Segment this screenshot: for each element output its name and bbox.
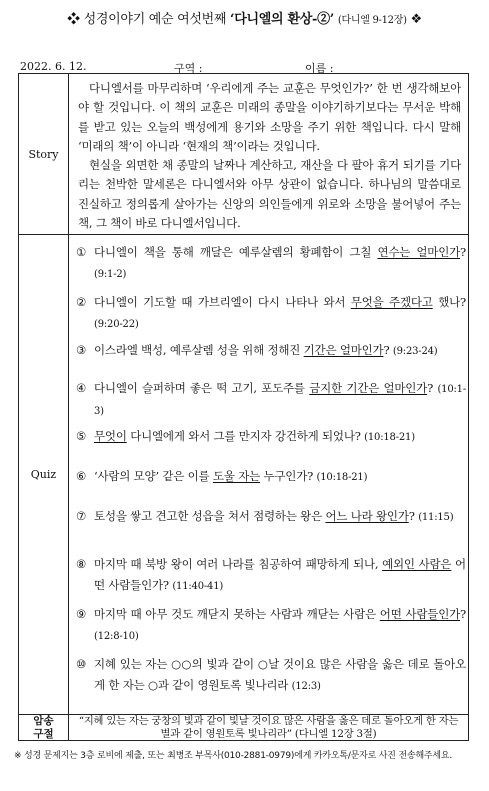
question-text-after: ? (383, 343, 390, 357)
question-text (76, 340, 466, 362)
date-label: 2022. 6. 12. (20, 60, 87, 73)
question-text-before: 마지막 때 북방 왕이 여러 나라를 침공하여 패망하게 되나, (94, 557, 383, 571)
question-text-after: ? (460, 245, 466, 259)
question-underlined-blank: 어떤 사람들인가 (379, 607, 461, 621)
question-underlined-blank: 연수는 얼마인가 (377, 245, 461, 259)
name-label: 이름 : (305, 62, 334, 75)
question-number: ⑥ (76, 469, 87, 483)
question-text-before: 이스라엘 백성, 예루살렘 성을 위해 정해진 (94, 343, 304, 357)
memory-verse-ref: (다니엘 12장 3절) (294, 728, 377, 740)
question-text-after: ? (408, 509, 415, 523)
quiz-question (76, 506, 466, 528)
question-number: ⑤ (76, 429, 87, 443)
question-underlined-blank: 무엇을 주겠다고 (350, 295, 433, 309)
memory-label-bottom: 구절 (33, 727, 54, 740)
question-text (76, 378, 466, 422)
question-underlined-blank: 예외인 사람은 (382, 557, 452, 571)
worksheet-title (0, 8, 489, 27)
quiz-question (76, 554, 466, 597)
title-prefix: 성경이야기 예순 여섯번째 (83, 12, 227, 27)
question-text-before: 지혜 있는 자는 ○○의 빛과 같이 ○날 것이요 많은 사람을 옳은 데로 돌아오게 한 자는 ○과 같이 영원토록 빛나리라 (94, 657, 466, 692)
memory-verse: “지혜 있는 자는 궁창의 빛과 같이 빛날 것이요 많은 사람을 옳은 데로 돌아오게 한 자는 별과 같이 영원토록 빛나리라” (78, 715, 459, 740)
memory-label-top: 암송 (33, 714, 54, 727)
question-text (76, 654, 466, 697)
quiz-question (76, 466, 466, 488)
question-text (76, 506, 466, 528)
question-text-before: 다니엘이 기도할 때 가브리엘이 다시 나타나 와서 (94, 295, 351, 309)
story-paragraph: 다니엘서를 마무리하며 ‘우리에게 주는 교훈은 무엇인가?’ 한 번 생각해보아야 할 것입니다. 이 책의 교훈은 미래의 종말을 이야기하기보다는 무서운 박해를 받고 있는 오늘의 백성에게 용기와 소망을 주기 위한 책입니다. 다시 말해 ‘미래의 책’이 아니라 ‘현재의 책’이라는 것입니다. (78, 81, 461, 153)
question-text-after: 어떤 사람들인가? (94, 557, 466, 592)
question-text-after: 누구인가? (260, 469, 314, 483)
quiz-question (76, 654, 466, 697)
question-text-before: 다니엘이 책을 통해 깨달은 예루살렘의 황폐함이 그칠 (94, 245, 378, 259)
question-scripture-ref: (9:1-2) (94, 269, 127, 280)
question-text (76, 426, 466, 448)
question-scripture-ref: (11:40-41) (172, 581, 224, 592)
question-text-after: ? (460, 607, 466, 621)
story-paragraph: 현실을 외면한 채 종말의 날짜나 계산하고, 재산을 다 팔아 휴거 되기를 기다리는 천박한 말세론은 다니엘서와 아무 상관이 없습니다. 하나님의 말씀대로 진실하고 정의롭게 살아가는 신앙의 의인들에게 위로와 소망을 불어넣어 주는 책, 그 책이 바로 다니엘서입니다. (78, 158, 461, 231)
quiz-question (76, 604, 466, 647)
question-text-before: ‘사람의 모양’ 같은 이를 (94, 469, 213, 483)
quiz-question (76, 242, 466, 285)
question-number: ⑨ (76, 607, 87, 621)
story-text (69, 74, 468, 234)
question-text (76, 242, 466, 285)
question-text-after: ? (427, 381, 434, 395)
question-underlined-blank: 어느 나라 왕인가 (325, 509, 409, 523)
question-text-before: 다니엘이 슬퍼하며 좋은 떡 고기, 포도주를 (94, 381, 310, 395)
quiz-question (76, 378, 466, 422)
memory-verse-text (69, 714, 468, 742)
row-divider (19, 234, 468, 235)
question-scripture-ref: (12:8-10) (94, 631, 139, 642)
question-number: ⑧ (76, 557, 87, 571)
memory-verse-label (19, 714, 69, 741)
question-text-before: 토성을 쌓고 견고한 성읍을 쳐서 점령하는 왕은 (94, 509, 326, 523)
question-text (76, 554, 466, 597)
question-text-before: 마지막 때 아무 것도 깨닫지 못하는 사람과 깨닫는 사람은 (94, 607, 380, 621)
question-text-after: 다니엘에게 와서 그를 만지자 강건하게 되었나? (126, 429, 361, 443)
question-scripture-ref: (10:1-3) (94, 384, 467, 417)
title-sub: (다니엘 9-12장) (337, 15, 407, 26)
worksheet-table (18, 73, 469, 741)
question-number: ② (76, 295, 87, 309)
question-scripture-ref: (12:3) (291, 681, 321, 692)
question-number: ⑩ (76, 657, 87, 671)
question-number: ④ (76, 381, 87, 395)
question-scripture-ref: (9:23-24) (392, 346, 438, 357)
quiz-question (76, 340, 466, 362)
question-scripture-ref: (10:18-21) (364, 432, 415, 443)
question-scripture-ref: (10:18-21) (316, 472, 368, 483)
question-number: ③ (76, 343, 87, 357)
question-scripture-ref: (9:20-22) (94, 319, 139, 330)
quiz-question (76, 292, 466, 335)
story-label: Story (19, 74, 69, 234)
question-underlined-blank: 기간은 얼마인가 (303, 343, 384, 357)
quiz-label: Quiz (19, 234, 69, 714)
question-text (76, 292, 466, 335)
diamond-right-icon: ❖ (410, 12, 422, 27)
question-number: ① (76, 245, 87, 259)
diamond-left-icon: ❖ (67, 12, 80, 27)
question-scripture-ref: (11:15) (418, 512, 454, 523)
quiz-question (76, 426, 466, 448)
question-underlined-blank: 금지한 기간은 얼마인가 (309, 381, 428, 395)
submission-footnote: ※ 성경 문제지는 3층 로비에 제출, 또는 최병조 부목사(010-2881-0979)에게 카카오톡/문자로 사진 전송해주세요. (14, 751, 453, 761)
question-underlined-blank: 도울 자는 (212, 469, 261, 483)
question-text-after: 했나? (432, 295, 466, 309)
question-number: ⑦ (76, 509, 87, 523)
question-underlined-blank: 무엇이 (94, 429, 127, 443)
question-text (76, 604, 466, 647)
title-main: ‘다니엘의 환상-②’ (230, 12, 335, 27)
group-label: 구역 : (174, 62, 203, 75)
question-text (76, 466, 466, 488)
